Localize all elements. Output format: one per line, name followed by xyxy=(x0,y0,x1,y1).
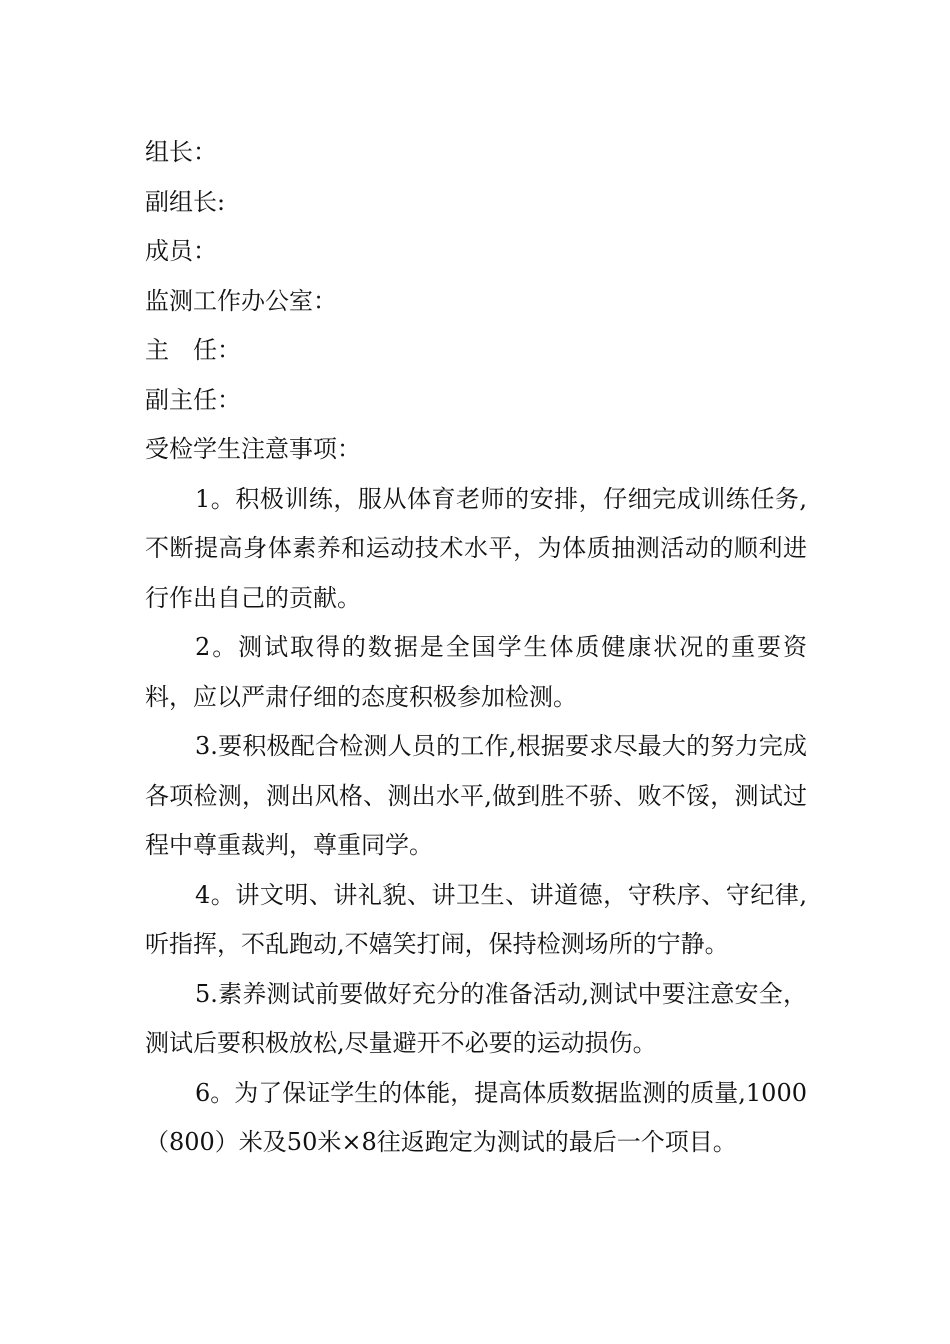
director-label xyxy=(145,326,807,376)
office-label: 监测工作办公室： xyxy=(145,286,337,315)
notice-item-6: 6。为了保证学生的体能，提高体质数据监测的质量,1000（800）米及50米×8往返跑定为测试的最后一个项目。 xyxy=(145,1078,807,1156)
group-leader-label: 组长： xyxy=(145,138,217,166)
director-label-part-2: 任： xyxy=(193,336,241,364)
notice-item-5: 5.素养测试前要做好充分的准备活动,测试中要注意安全，测试后要积极放松,尽量避开不必要的运动损伤。 xyxy=(145,979,807,1057)
notice-item-3: 3.要积极配合检测人员的工作,根据要求尽最大的努力完成各项检测，测出风格、测出水平,做到胜不骄、败不馁，测试过程中尊重裁判，尊重同学。 xyxy=(145,732,807,859)
notice-heading: 受检学生注意事项： xyxy=(145,435,361,463)
notice-item-1: 1。积极训练，服从体育老师的安排，仔细完成训练任务,不断提高身体素养和运动技术水平，为体质抽测活动的顺利进行作出自己的贡献。 xyxy=(145,484,807,612)
document-body xyxy=(145,128,807,1168)
director-label-part-1: 主 xyxy=(145,336,169,364)
notice-item-2: 2。测试取得的数据是全国学生体质健康状况的重要资料，应以严肃仔细的态度积极参加检测。 xyxy=(145,633,807,711)
deputy-group-leader-label: 副组长: xyxy=(145,187,226,216)
notice-item-4: 4。讲文明、讲礼貌、讲卫生、讲道德，守秩序、守纪律,听指挥，不乱跑动,不嬉笑打闹，保持检测场所的宁静。 xyxy=(145,880,807,958)
deputy-director-label: 副主任： xyxy=(145,385,241,414)
members-label: 成员： xyxy=(145,237,217,265)
